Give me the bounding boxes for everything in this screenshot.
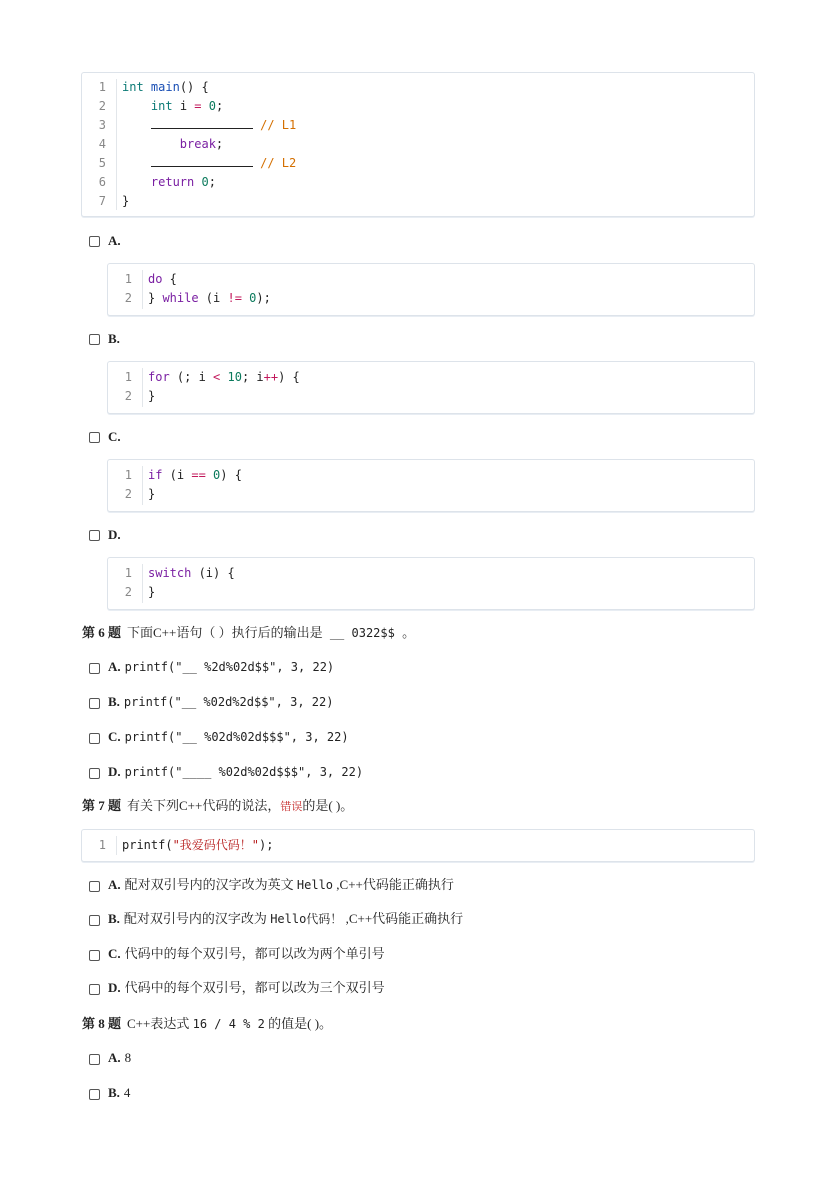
question-text-end: 。: [402, 625, 416, 640]
question-text: 下面C++语句（ ）执行后的输出是: [127, 625, 323, 640]
question-number: 第 7 题: [82, 798, 122, 813]
code-line-4: break;: [179, 137, 224, 151]
blank-L1: [151, 116, 253, 129]
line-number: 1: [98, 80, 106, 94]
question-text: C++表达式: [127, 1016, 193, 1031]
code-line-1: do {: [148, 272, 177, 286]
line-number: 2: [124, 291, 132, 305]
q6-option-d: D. printf("____ %02d%02d$$$", 3, 22): [108, 764, 364, 779]
line-number: 2: [124, 389, 132, 403]
q6-option-a: A. printf("__ %2d%02d$$", 3, 22): [108, 659, 335, 674]
line-number: 7: [98, 194, 106, 208]
q7-option-a: A. 配对双引号内的汉字改为英文 Hello ,C++代码能正确执行: [108, 877, 454, 892]
code-line-2: }: [148, 585, 156, 599]
code-line-1: int main() {: [122, 80, 209, 94]
question-8-stem: [82, 1015, 332, 1033]
code-line-7: }: [122, 194, 130, 208]
option-b-checkbox[interactable]: [89, 334, 100, 345]
q8-option-a: A. 8: [108, 1050, 132, 1065]
q6-option-c: C. printf("__ %02d%02d$$$", 3, 22): [108, 729, 349, 744]
q8-option-a-checkbox[interactable]: [89, 1054, 100, 1065]
line-number: 1: [124, 272, 132, 286]
q7-option-a-checkbox[interactable]: [89, 881, 100, 892]
line-number: 2: [124, 487, 132, 501]
q6-option-a-checkbox[interactable]: [89, 663, 100, 674]
option-a-checkbox[interactable]: [89, 236, 100, 247]
line-number: 3: [98, 118, 106, 132]
line-number: 2: [98, 99, 106, 113]
option-a-label: A.: [108, 233, 121, 248]
q7-option-b-checkbox[interactable]: [89, 915, 100, 926]
q7-option-c-checkbox[interactable]: [89, 950, 100, 961]
question-number: 第 6 题: [82, 625, 122, 640]
line-number: 6: [98, 175, 106, 189]
code-line-1: switch (i) {: [148, 566, 235, 580]
option-b-label: B.: [108, 331, 120, 346]
emphasis-text: 错误: [280, 801, 303, 813]
question-text-end: 的值是( )。: [264, 1016, 333, 1031]
option-c-code-block: [107, 459, 755, 512]
option-d-code-block: [107, 557, 755, 610]
question-number: 第 8 题: [82, 1016, 122, 1031]
inline-code: 16 / 4 % 2: [192, 1017, 265, 1031]
inline-code: __ 0322$$: [322, 626, 403, 640]
question-7-stem: [82, 797, 353, 815]
code-line-1: for (; i < 10; i++) {: [148, 370, 300, 384]
question-text: 有关下列C++代码的说法，: [127, 798, 281, 813]
option-d-label: D.: [108, 527, 121, 542]
line-number: 1: [98, 838, 106, 852]
code-line-2: } while (i != 0);: [148, 291, 271, 305]
line-number: 1: [124, 370, 132, 384]
blank-L2: [151, 154, 253, 167]
code-line-1: printf("我爱码代码！");: [122, 838, 274, 852]
option-d-checkbox[interactable]: [89, 530, 100, 541]
line-number: 1: [124, 566, 132, 580]
code-line-2: }: [148, 389, 156, 403]
code-line-1: if (i == 0) {: [148, 468, 242, 482]
option-b-code-block: [107, 361, 755, 414]
code-line-3: // L1: [122, 116, 296, 135]
q7-option-c: C. 代码中的每个双引号，都可以改为两个单引号: [108, 946, 385, 961]
q7-option-d: D. 代码中的每个双引号，都可以改为三个双引号: [108, 980, 385, 995]
q6-option-b: B. printf("__ %02d%2d$$", 3, 22): [108, 694, 334, 709]
code-line-6: return 0;: [150, 175, 216, 189]
q7-option-d-checkbox[interactable]: [89, 984, 100, 995]
code-line-2: }: [148, 487, 156, 501]
q6-option-d-checkbox[interactable]: [89, 768, 100, 779]
q7-option-b: B. 配对双引号内的汉字改为 Hello代码！ ,C++代码能正确执行: [108, 911, 464, 926]
question-6-stem: [82, 624, 415, 642]
code-line-5: // L2: [122, 154, 296, 173]
question-text-end: 的是( )。: [302, 798, 354, 813]
option-c-checkbox[interactable]: [89, 432, 100, 443]
main-code-block: [81, 72, 755, 217]
option-a-code-block: [107, 263, 755, 316]
code-line-2: int i = 0;: [150, 99, 224, 113]
line-number: 2: [124, 585, 132, 599]
option-c-label: C.: [108, 429, 121, 444]
line-number: 1: [124, 468, 132, 482]
q6-option-c-checkbox[interactable]: [89, 733, 100, 744]
q6-option-b-checkbox[interactable]: [89, 698, 100, 709]
q8-option-b-checkbox[interactable]: [89, 1089, 100, 1100]
q8-option-b: B. 4: [108, 1085, 131, 1100]
line-number: 5: [98, 156, 106, 170]
line-number: 4: [98, 137, 106, 151]
q7-code-block: [81, 829, 755, 862]
